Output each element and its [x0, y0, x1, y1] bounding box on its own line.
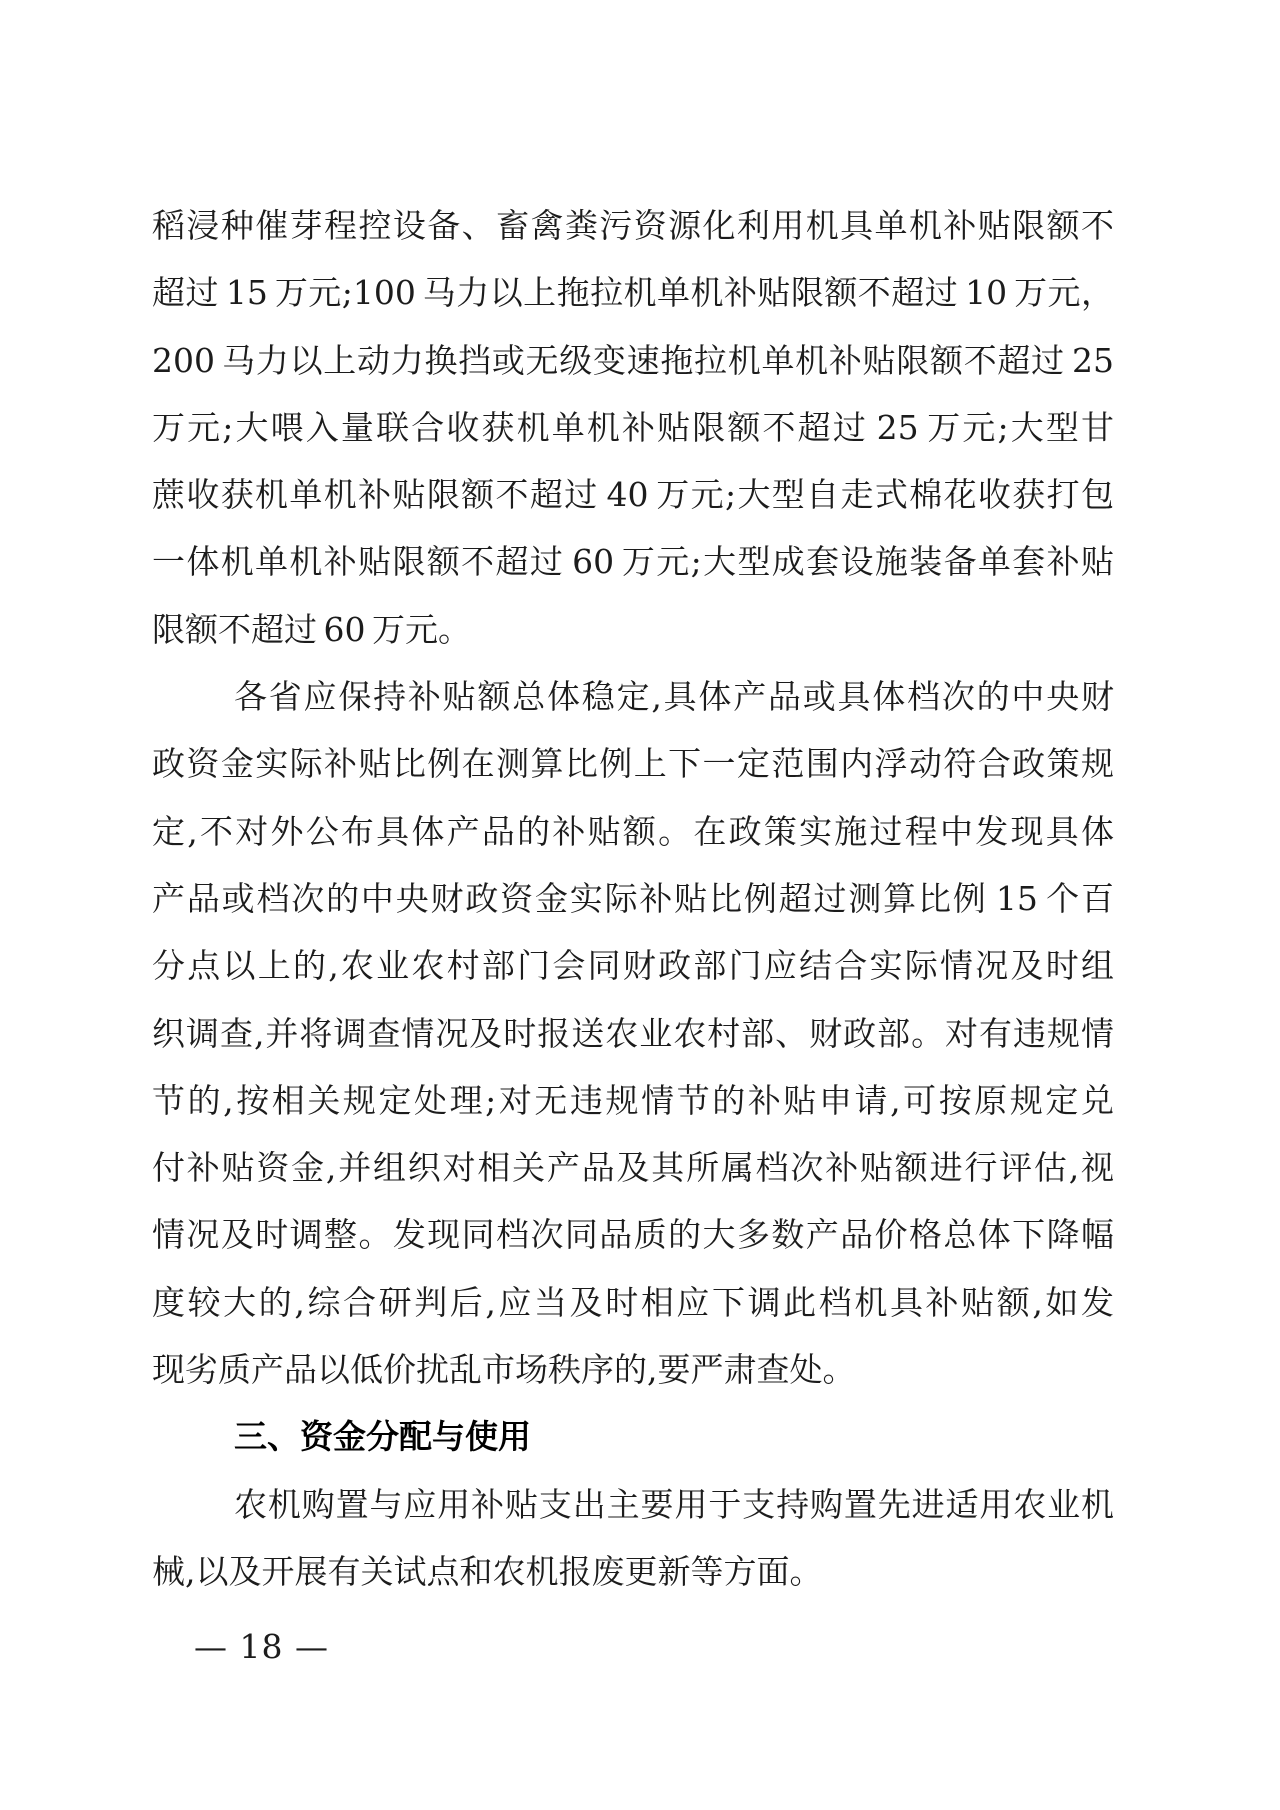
- body-line: 一体机单机补贴限额不超过 60 万元;大型成套设施装备单套补贴: [152, 542, 1114, 582]
- body-line: 200 马力以上动力换挡或无级变速拖拉机单机补贴限额不超过 25: [152, 340, 1114, 380]
- body-line: 定,不对外公布具体产品的补贴额。在政策实施过程中发现具体: [152, 811, 1114, 851]
- paragraph-funds-usage: [152, 1471, 1114, 1606]
- body-line: 超过 15 万元;100 马力以上拖拉机单机补贴限额不超过 10 万元，: [152, 273, 1114, 313]
- body-line: 度较大的,综合研判后,应当及时相应下调此档机具补贴额,如发: [152, 1282, 1114, 1322]
- body-line: 稻浸种催芽程控设备、畜禽粪污资源化利用机具单机补贴限额不: [152, 206, 1114, 245]
- body-line: 万元;大喂入量联合收获机单机补贴限额不超过 25 万元;大型甘: [152, 407, 1114, 447]
- page-number: — 18 —: [194, 1627, 329, 1666]
- body-line: 分点以上的,农业农村部门会同财政部门应结合实际情况及时组: [152, 946, 1114, 986]
- section-heading-funds-allocation: 三、资金分配与使用: [234, 1417, 531, 1457]
- paragraph-subsidy-limits: [152, 192, 1114, 663]
- paragraph-subsidy-stability: [152, 663, 1114, 1403]
- document-body: [152, 192, 1114, 1605]
- body-line: 械,以及开展有关试点和农机报废更新等方面。: [152, 1551, 823, 1591]
- body-line: 织调查,并将调查情况及时报送农业农村部、财政部。对有违规情: [152, 1013, 1114, 1053]
- body-line: 情况及时调整。发现同档次同品质的大多数产品价格总体下降幅: [152, 1215, 1114, 1255]
- body-line: 付补贴资金,并组织对相关产品及其所属档次补贴额进行评估,视: [152, 1148, 1114, 1188]
- body-line: 农机购置与应用补贴支出主要用于支持购置先进适用农业机: [234, 1484, 1114, 1524]
- body-line: 蔗收获机单机补贴限额不超过 40 万元;大型自走式棉花收获打包: [152, 475, 1114, 515]
- body-line: 各省应保持补贴额总体稳定,具体产品或具体档次的中央财: [234, 677, 1114, 717]
- body-line: 限额不超过 60 万元。: [152, 609, 471, 649]
- body-line: 现劣质产品以低价扰乱市场秩序的,要严肃查处。: [152, 1350, 856, 1390]
- body-line: 产品或档次的中央财政资金实际补贴比例超过测算比例 15 个百: [152, 878, 1114, 918]
- body-line: 节的,按相关规定处理;对无违规情节的补贴申请,可按原规定兑: [152, 1080, 1114, 1120]
- body-line: 政资金实际补贴比例在测算比例上下一定范围内浮动符合政策规: [152, 744, 1114, 784]
